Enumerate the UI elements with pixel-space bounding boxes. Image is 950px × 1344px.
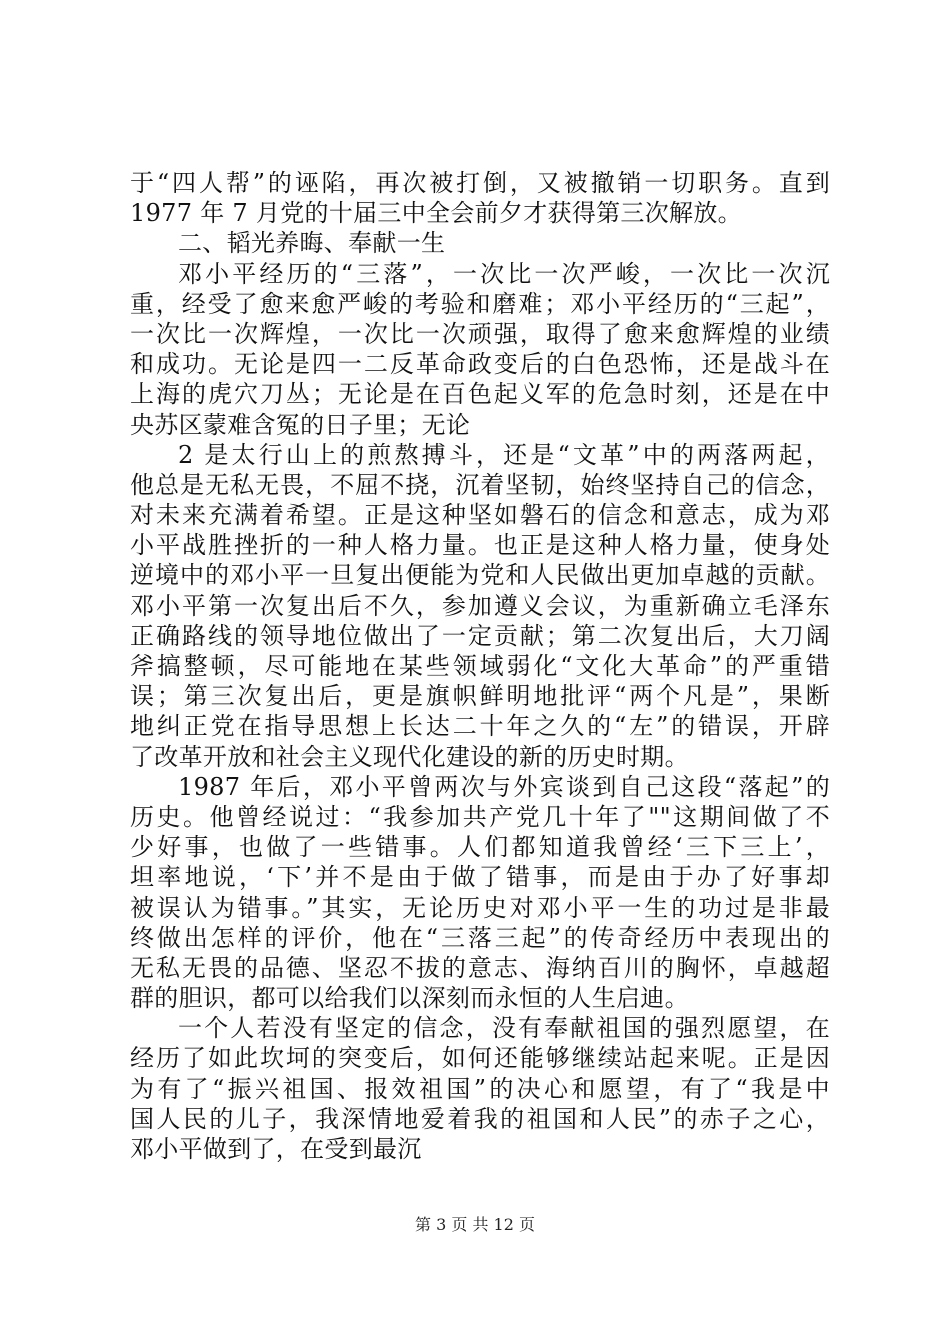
text-line: 邓小平第一次复出后不久，参加遵义会议，为重新确立毛泽东 [130, 591, 830, 620]
text-line: 经历了如此坎坷的突变后，如何还能够继续站起来呢。正是因 [130, 1044, 830, 1073]
text-line: 一次比一次辉煌，一次比一次顽强，取得了愈来愈辉煌的业绩 [130, 319, 830, 348]
text-line: 为有了“振兴祖国、报效祖国”的决心和愿望，有了“我是中 [130, 1074, 830, 1103]
text-line: 逆境中的邓小平一旦复出便能为党和人民做出更加卓越的贡献。 [130, 561, 830, 590]
text-line: 邓小平经历的“三落”，一次比一次严峻，一次比一次沉 [178, 259, 830, 288]
text-line: 国人民的儿子，我深情地爱着我的祖国和人民”的赤子之心， [130, 1104, 830, 1133]
text-line: 小平战胜挫折的一种人格力量。也正是这种人格力量，使身处 [130, 531, 830, 560]
text-line: 正确路线的领导地位做出了一定贡献；第二次复出后，大刀阔 [130, 621, 830, 650]
text-line: 于“四人帮”的诬陷，再次被打倒，又被撤销一切职务。直到 [130, 169, 830, 197]
text-line: 无私无畏的品德、坚忍不拔的意志、海纳百川的胸怀，卓越超 [130, 953, 830, 982]
section-heading: 二、韬光养晦、奉献一生 [178, 229, 446, 258]
text-line: 地纠正党在指导思想上长达二十年之久的“左”的错误，开辟 [130, 712, 830, 741]
text-line: 上海的虎穴刀丛；无论是在百色起义军的危急时刻，还是在中 [130, 380, 830, 409]
text-line: 重，经受了愈来愈严峻的考验和磨难；邓小平经历的“三起”， [130, 289, 830, 318]
text-line: 斧搞整顿，尽可能地在某些领域弱化“文化大革命”的严重错 [130, 652, 830, 680]
text-line: 2 是太行山上的煎熬搏斗，还是“文革”中的两落两起， [178, 440, 830, 469]
text-line: 坦率地说，‘下’并不是由于做了错事，而是由于办了好事却 [130, 863, 830, 892]
text-line: 历史。他曾经说过：“我参加共产党几十年了""这期间做了不 [130, 802, 830, 831]
text-line: 邓小平做到了，在受到最沉 [130, 1135, 422, 1163]
page-footer: 第 3 页 共 12 页 [415, 1215, 535, 1234]
text-line: 一个人若没有坚定的信念，没有奉献祖国的强烈愿望，在 [178, 1014, 830, 1043]
text-line: 他总是无私无畏，不屈不挠，沉着坚韧，始终坚持自己的信念， [130, 470, 830, 499]
text-line: 被误认为错事。”其实，无论历史对邓小平一生的功过是非最 [130, 893, 830, 922]
body-text [130, 168, 830, 1164]
text-line: 少好事，也做了一些错事。人们都知道我曾经‘三下三上’， [130, 833, 830, 862]
text-line: 1977 年 7 月党的十届三中全会前夕才获得第三次解放。 [130, 199, 742, 228]
text-line: 误；第三次复出后，更是旗帜鲜明地批评“两个凡是”，果断 [130, 682, 830, 711]
text-line: 央苏区蒙难含冤的日子里；无论 [130, 410, 471, 439]
text-line: 和成功。无论是四一二反革命政变后的白色恐怖，还是战斗在 [130, 350, 830, 379]
text-line: 了改革开放和社会主义现代化建设的新的历史时期。 [130, 742, 689, 771]
text-line: 终做出怎样的评价，他在“三落三起”的传奇经历中表现出的 [130, 923, 830, 952]
text-line: 对未来充满着希望。正是这种坚如磐石的信念和意志，成为邓 [130, 501, 830, 530]
text-line: 1987 年后，邓小平曾两次与外宾谈到自己这段“落起”的 [178, 772, 830, 801]
text-line: 群的胆识，都可以给我们以深刻而永恒的人生启迪。 [130, 984, 689, 1013]
